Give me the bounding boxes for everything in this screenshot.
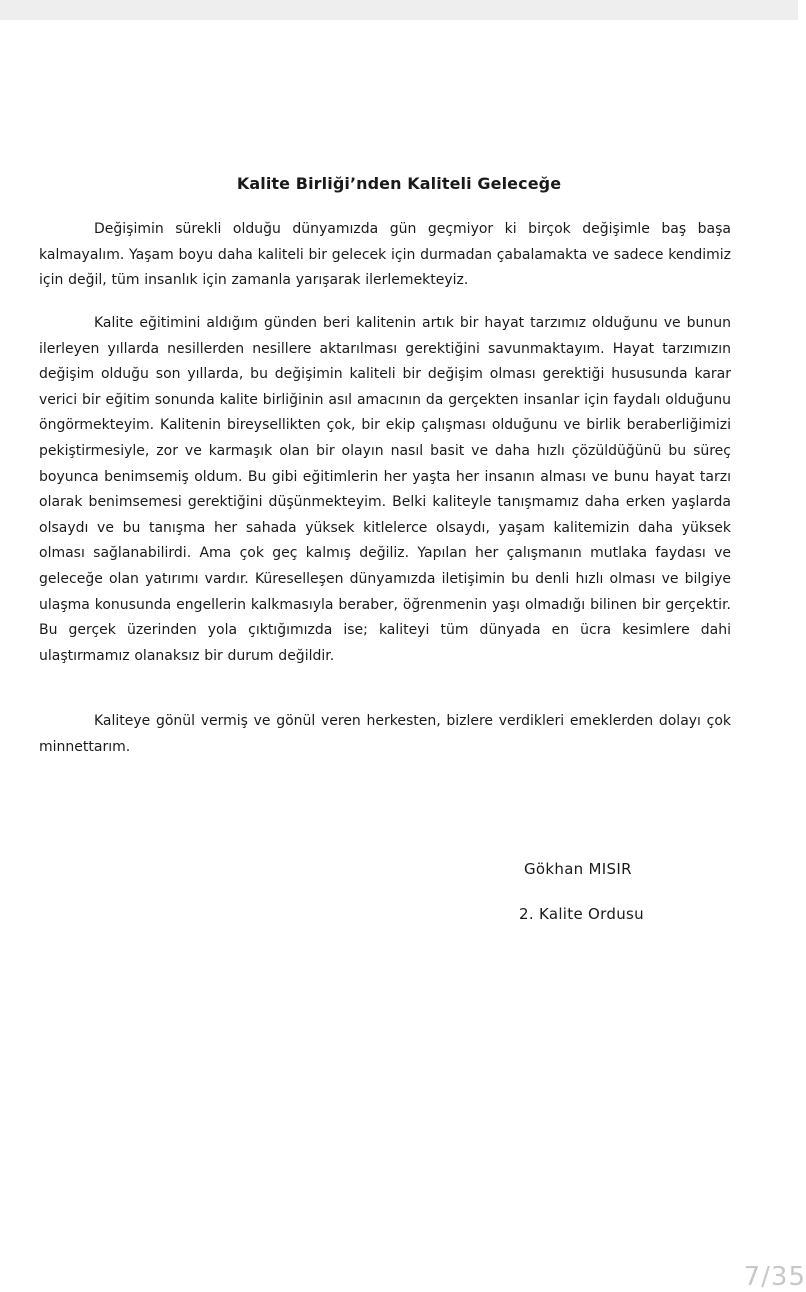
paragraph-closing: Kaliteye gönül vermiş ve gönül veren herkesten, bizlere verdikleri emeklerden dolayı çok minnettarım. <box>39 713 731 755</box>
signature-unit: 2. Kalite Ordusu <box>519 905 644 923</box>
paragraph-intro: Değişimin sürekli olduğu dünyamızda gün geçmiyor ki birçok değişimle baş başa kalmayalım. Yaşam boyu daha kaliteli bir gelecek için durmadan çabalamakta ve sadece kendimiz için değil, tüm insanlık için zamanla yarışarak ilerlemekteyiz. <box>39 221 731 289</box>
viewer-top-bar <box>0 0 798 20</box>
document-page <box>0 20 806 1292</box>
document-title: Kalite Birliği’nden Kaliteli Geleceğe <box>236 174 562 193</box>
paragraph-body: Kalite eğitimini aldığım günden beri kalitenin artık bir hayat tarzımız olduğunu ve bunun ilerleyen yıllarda nesillerden nesillere aktarılması gerektiğini savunmaktayım. Hayat tarzımızın değişim olduğu son yıllarda, bu değişimin kaliteli bir değişim olması gerektiği hususunda karar verici bir eğitim sonunda kalite birliğinin asıl amacının da gerçekten insanlar için faydalı olduğunu öngörmekteyim. Kalitenin bireysellikten çok, bir ekip çalışması olduğunu ve birlik beraberliğimizi pekiştirmesiyle, zor ve karmaşık olan bir olayın nasıl basit ve daha hızlı çözüldüğünü bu süreç boyunca benimsemiş oldum. Bu gibi eğitimlerin her yaşta her insanın alması ve bunu hayat tarzı olarak benimsemesi gerektiğini düşünmekteyim. Belki kaliteyle tanışmamız daha erken yaşlarda olsaydı ve bu tanışma her sahada yüksek kitlelerce olsaydı, yaşam kalitemizin daha yüksek olması sağlanabilirdi. Ama çok geç kalmış değiliz. Yapılan her çalışmanın mutlaka faydası ve geleceğe olan yatırımı vardır. Küreselleşen dünyamızda iletişimin bu denli hızlı olması ve bilgiye ulaşma konusunda engellerin kalkmasıyla beraber, öğrenmenin yaşı olmadığı bilinen bir gerçektir. Bu gerçek üzerinden yola çıktığımızda ise; kaliteyi tüm dünyada en ücra kesimlere dahi ulaştırmamız olanaksız bir durum değildir. <box>39 315 731 664</box>
page-counter: 7/35 <box>743 1262 806 1292</box>
signature-name: Gökhan MISIR <box>524 860 632 878</box>
